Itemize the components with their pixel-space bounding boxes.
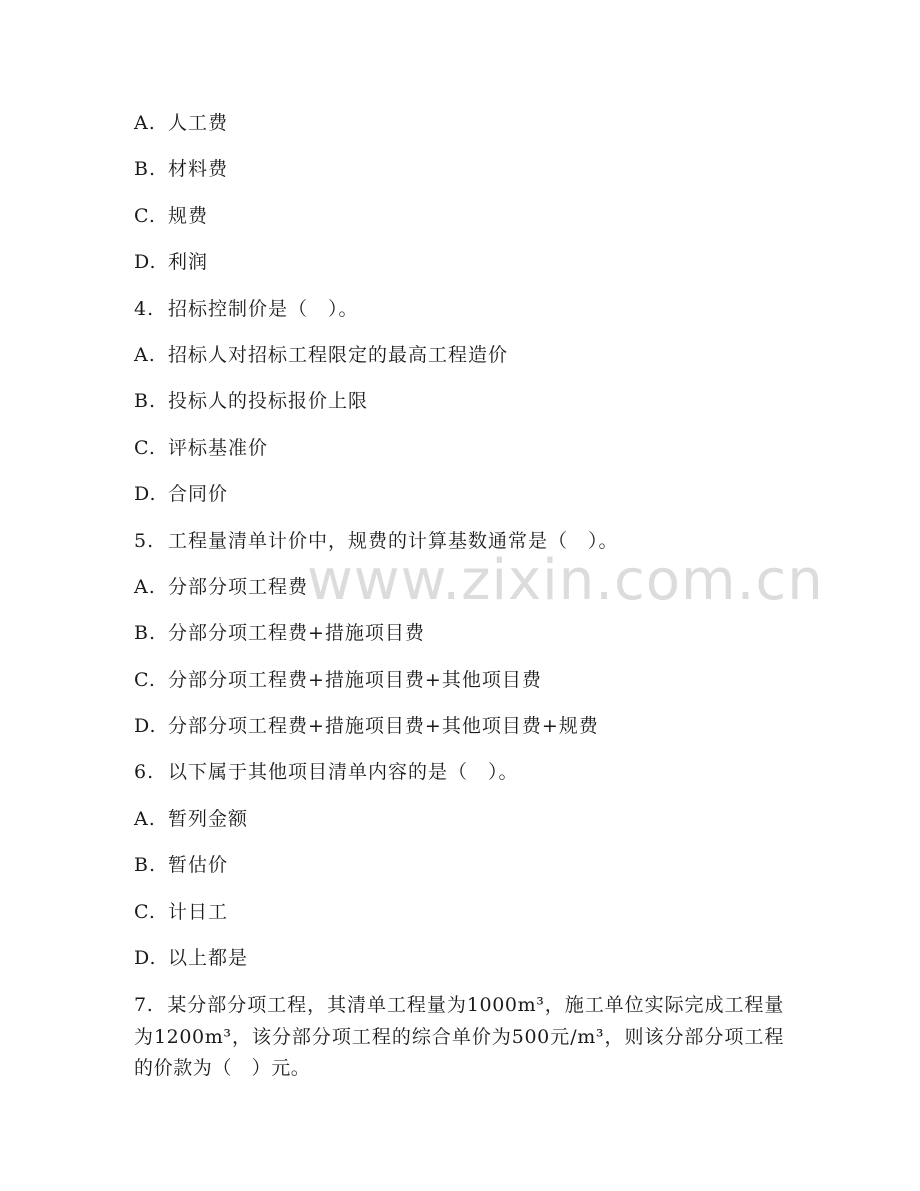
line-text: 人工费 [168,112,229,134]
line-text: 以下属于其他项目清单内容的是（ ）。 [168,761,519,784]
line-label: B. [134,854,157,877]
line-text: 招标控制价是（ ）。 [168,297,359,320]
answer-option [134,342,784,388]
line-label: A. [134,112,156,134]
line-text: 合同价 [168,483,229,506]
line-text: 材料费 [168,158,229,181]
line-label: A. [134,807,156,830]
line-text: 计日工 [168,900,229,923]
line-label: C. [134,204,156,227]
line-label: C. [134,900,156,923]
answer-option [134,481,784,527]
question-7-text: 某分部分项工程，其清单工程量为1000m³，施工单位实际完成工程量为1200m³，该分部分项工程的综合单价为500元/m³，则该分部分项工程的价款为（ ）元。 [134,994,784,1079]
line-text: 规费 [168,204,209,227]
answer-option [134,249,784,295]
question-7-label: 7. [134,994,154,1016]
question-stem [134,759,784,805]
line-label: C. [134,668,156,691]
line-text: 工程量清单计价中，规费的计算基数通常是（ ）。 [168,529,619,552]
answer-option [134,156,784,202]
line-text: 分部分项工程费 [168,575,309,598]
line-text: 以上都是 [168,947,249,970]
line-text: 利润 [168,251,209,274]
line-label: 6. [134,761,155,784]
answer-option [134,852,784,898]
question-stem [134,528,784,574]
line-label: A. [134,575,156,598]
answer-option [134,388,784,434]
line-text: 评标基准价 [168,436,269,459]
answer-option [134,435,784,481]
line-text: 暂估价 [168,854,229,877]
answer-option [134,110,784,156]
line-text: 分部分项工程费+措施项目费+其他项目费 [168,668,542,691]
line-label: 4. [134,297,155,320]
line-label: B. [134,622,157,645]
line-label: 5. [134,529,155,552]
line-label: D. [134,947,157,970]
line-label: D. [134,483,157,506]
question-stem [134,296,784,342]
watermark: www.zixin.com.cn [307,548,824,613]
line-label: A. [134,343,156,366]
answer-option [134,620,784,666]
question-7 [134,990,784,1085]
answer-option [134,806,784,852]
line-label: D. [134,251,157,274]
line-label: D. [134,715,157,738]
answer-option [134,713,784,759]
line-label: C. [134,436,156,459]
line-label: B. [134,390,157,413]
question-lines [134,110,784,991]
answer-option [134,574,784,620]
line-text: 暂列金额 [168,807,249,830]
answer-option [134,203,784,249]
answer-option [134,667,784,713]
line-text: 分部分项工程费+措施项目费 [168,622,425,645]
line-text: 招标人对招标工程限定的最高工程造价 [168,343,509,366]
line-text: 投标人的投标报价上限 [168,390,369,413]
answer-option [134,945,784,991]
answer-option [134,899,784,945]
line-text: 分部分项工程费+措施项目费+其他项目费+规费 [168,715,599,738]
line-label: B. [134,158,157,181]
